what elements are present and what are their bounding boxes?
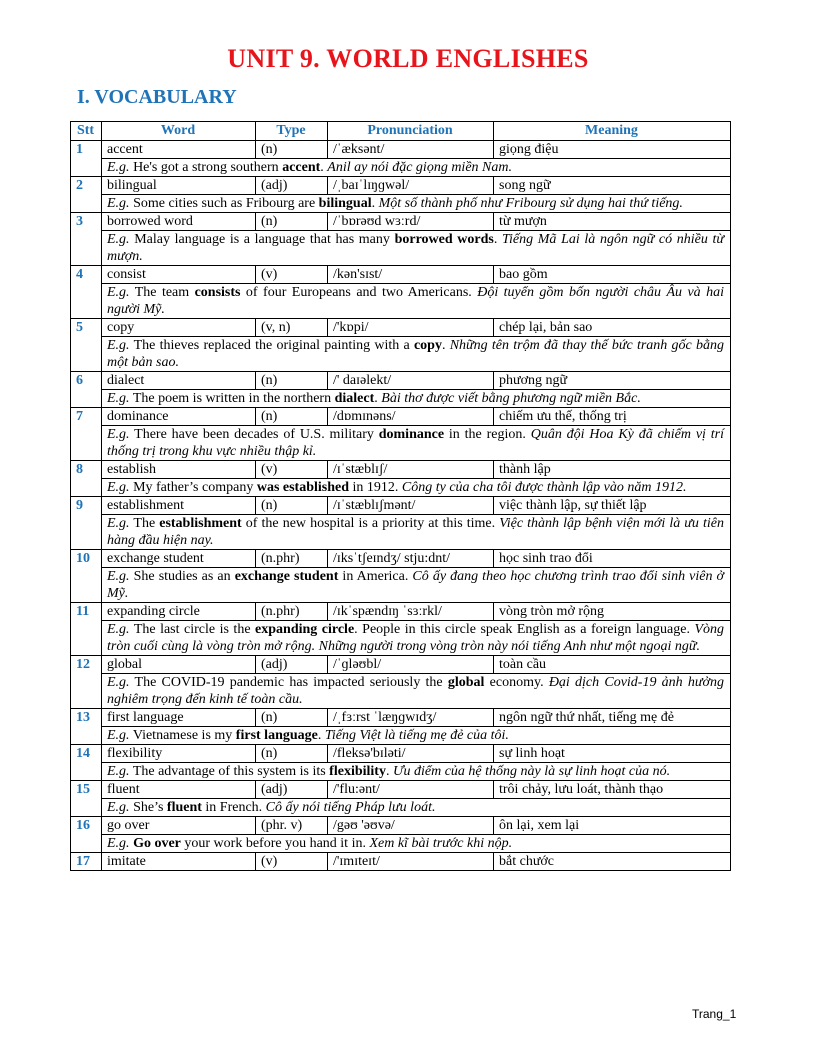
example-sentence (102, 337, 731, 372)
word-cell: dialect (102, 372, 256, 390)
meaning-cell: ôn lại, xem lại (494, 817, 731, 835)
example-text: Some cities such as Fribourg are (133, 196, 319, 211)
pronunciation-cell: /kən'sɪst/ (328, 266, 494, 284)
example-label: E.g. (107, 160, 130, 175)
table-row (71, 213, 731, 231)
example-keyword: dialect (334, 391, 375, 406)
word-cell: accent (102, 141, 256, 159)
example-row (71, 763, 731, 781)
type-cell: (n) (256, 709, 328, 727)
example-keyword: global (447, 675, 485, 690)
example-text: My father’s company (133, 480, 257, 495)
example-text: There have been decades of U.S. military (134, 427, 379, 442)
example-keyword: Go over (133, 836, 181, 851)
row-number: 9 (71, 497, 102, 550)
example-translation: Đội tuyển gồm bốn người châu Âu và hai người Mỹ. (107, 285, 724, 317)
example-label: E.g. (107, 232, 130, 247)
table-row (71, 461, 731, 479)
example-translation: Bài thơ được viết bằng phương ngữ miền Bắc. (381, 391, 641, 406)
type-cell: (n) (256, 213, 328, 231)
word-cell: go over (102, 817, 256, 835)
example-translation: Tiếng Việt là tiếng mẹ đẻ của tôi. (324, 728, 509, 743)
example-keyword: flexibility (329, 764, 386, 779)
example-label: E.g. (107, 480, 130, 495)
example-sentence (102, 621, 731, 656)
example-row (71, 390, 731, 408)
example-text-end: . (493, 232, 498, 247)
example-text-end: in America. (338, 569, 409, 584)
header-stt: Stt (71, 122, 102, 141)
type-cell: (phr. v) (256, 817, 328, 835)
type-cell: (v) (256, 461, 328, 479)
table-row (71, 177, 731, 195)
meaning-cell: bắt chước (494, 853, 731, 871)
meaning-cell: vòng tròn mở rộng (494, 603, 731, 621)
example-label: E.g. (107, 728, 130, 743)
example-label: E.g. (107, 800, 130, 815)
example-translation: Vòng tròn cuối cùng là vòng tròn mở rộng. Những người trong vòng tròn này nói tiếng Anh như một ngoại ngữ. (107, 622, 725, 654)
header-pronunciation: Pronunciation (328, 122, 494, 141)
type-cell: (n) (256, 497, 328, 515)
table-row (71, 745, 731, 763)
example-row (71, 337, 731, 372)
example-sentence (102, 479, 731, 497)
word-cell: fluent (102, 781, 256, 799)
example-row (71, 799, 731, 817)
example-text-end: in 1912. (349, 480, 399, 495)
example-text: The poem is written in the northern (132, 391, 335, 406)
row-number: 7 (71, 408, 102, 461)
example-translation: Một số thành phố như Fribourg sử dụng hai thứ tiếng. (378, 196, 683, 211)
word-cell: consist (102, 266, 256, 284)
example-label: E.g. (107, 675, 130, 690)
example-translation: Quân đội Hoa Kỳ đã chiếm vị trí thống trị trong khu vực nhiều thập kỉ. (107, 427, 725, 459)
example-keyword: exchange student (234, 569, 339, 584)
word-cell: expanding circle (102, 603, 256, 621)
table-row (71, 656, 731, 674)
example-text-end: . (441, 338, 446, 353)
table-row (71, 817, 731, 835)
header-type: Type (256, 122, 328, 141)
table-row (71, 781, 731, 799)
example-text-end: . (385, 764, 390, 779)
example-label: E.g. (107, 196, 130, 211)
example-translation: Xem kĩ bài trước khi nộp. (369, 836, 513, 851)
example-label: E.g. (107, 516, 130, 531)
vocabulary-table (70, 121, 731, 871)
example-row (71, 515, 731, 550)
row-number: 8 (71, 461, 102, 497)
pronunciation-cell: /ˈæksənt/ (328, 141, 494, 159)
row-number: 10 (71, 550, 102, 603)
example-row (71, 231, 731, 266)
table-row (71, 497, 731, 515)
example-keyword: establishment (159, 516, 242, 531)
example-row (71, 568, 731, 603)
example-sentence (102, 727, 731, 745)
meaning-cell: từ mượn (494, 213, 731, 231)
table-header-row (71, 122, 731, 141)
row-number: 3 (71, 213, 102, 266)
example-text: The COVID-19 pandemic has impacted seriously the (134, 675, 448, 690)
pronunciation-cell: /ˈɡləʊbl/ (328, 656, 494, 674)
example-translation: Những tên trộm đã thay thế bức tranh gốc bằng một bản sao. (107, 338, 725, 370)
example-label: E.g. (107, 391, 130, 406)
table-row (71, 709, 731, 727)
header-meaning: Meaning (494, 122, 731, 141)
row-number: 12 (71, 656, 102, 709)
table-row (71, 853, 731, 871)
pronunciation-cell: /ˈbɒrəʊd wɜːrd/ (328, 213, 494, 231)
example-row (71, 284, 731, 319)
table-row (71, 141, 731, 159)
example-text-end: of four Europeans and two Americans. (240, 285, 472, 300)
example-text: She’s (133, 800, 167, 815)
example-sentence (102, 799, 731, 817)
example-translation: Công ty của cha tôi được thành lập vào năm 1912. (401, 480, 687, 495)
example-sentence (102, 390, 731, 408)
example-translation: Cô ấy đang theo học chương trình trao đổi sinh viên ở Mỹ. (107, 569, 725, 601)
row-number: 17 (71, 853, 102, 871)
example-label: E.g. (107, 622, 130, 637)
example-sentence (102, 835, 731, 853)
row-number: 5 (71, 319, 102, 372)
example-label: E.g. (107, 764, 130, 779)
example-sentence (102, 284, 731, 319)
meaning-cell: việc thành lập, sự thiết lập (494, 497, 731, 515)
example-sentence (102, 159, 731, 177)
type-cell: (adj) (256, 781, 328, 799)
example-text: The (133, 516, 160, 531)
unit-title: UNIT 9. WORLD ENGLISHES (227, 44, 589, 73)
example-text-end: in French. (201, 800, 263, 815)
example-sentence (102, 515, 731, 550)
meaning-cell: ngôn ngữ thứ nhất, tiếng mẹ đẻ (494, 709, 731, 727)
pronunciation-cell: /gəʊ 'əʊvə/ (328, 817, 494, 835)
example-row (71, 621, 731, 656)
example-sentence (102, 195, 731, 213)
example-text: The thieves replaced the original painting with a (133, 338, 414, 353)
pronunciation-cell: /ɪˈstæblɪʃ/ (328, 461, 494, 479)
table-row (71, 266, 731, 284)
type-cell: (v) (256, 266, 328, 284)
type-cell: (n) (256, 408, 328, 426)
example-label: E.g. (107, 569, 130, 584)
example-text-end: of the new hospital is a priority at this time. (241, 516, 496, 531)
example-text-end: . (320, 160, 324, 175)
word-cell: establish (102, 461, 256, 479)
pronunciation-cell: /fleksə'bɪləti/ (328, 745, 494, 763)
row-number: 2 (71, 177, 102, 213)
table-row (71, 408, 731, 426)
type-cell: (n.phr) (256, 603, 328, 621)
meaning-cell: toàn cầu (494, 656, 731, 674)
example-keyword: fluent (166, 800, 202, 815)
meaning-cell: học sinh trao đổi (494, 550, 731, 568)
example-row (71, 674, 731, 709)
section-heading: I. VOCABULARY (77, 86, 237, 108)
row-number: 6 (71, 372, 102, 408)
row-number: 16 (71, 817, 102, 853)
type-cell: (adj) (256, 177, 328, 195)
type-cell: (adj) (256, 656, 328, 674)
pronunciation-cell: /ɪksˈtʃeɪndʒ/ stju:dnt/ (328, 550, 494, 568)
example-label: E.g. (107, 285, 130, 300)
example-row (71, 195, 731, 213)
meaning-cell: chiếm ưu thế, thống trị (494, 408, 731, 426)
row-number: 1 (71, 141, 102, 177)
table-row (71, 603, 731, 621)
example-row (71, 835, 731, 853)
type-cell: (v) (256, 853, 328, 871)
meaning-cell: giọng điệu (494, 141, 731, 159)
example-text: The advantage of this system is its (132, 764, 330, 779)
example-text-end: . People in this circle speak English as a foreign language. (354, 622, 690, 637)
example-text: Vietnamese is my (132, 728, 236, 743)
example-translation: Việc thành lập bệnh viện mới là ưu tiên hàng đầu hiện nay. (107, 516, 724, 548)
example-sentence (102, 231, 731, 266)
meaning-cell: phương ngữ (494, 372, 731, 390)
example-translation: Cô ấy nói tiếng Pháp lưu loát. (265, 800, 436, 815)
example-keyword: consists (194, 285, 241, 300)
row-number: 15 (71, 781, 102, 817)
row-number: 11 (71, 603, 102, 656)
type-cell: (n) (256, 745, 328, 763)
pronunciation-cell: /'kɒpi/ (328, 319, 494, 337)
example-label: E.g. (107, 338, 130, 353)
example-row (71, 159, 731, 177)
word-cell: copy (102, 319, 256, 337)
table-row (71, 372, 731, 390)
pronunciation-cell: /ˌbaɪˈlɪŋɡwəl/ (328, 177, 494, 195)
example-keyword: was established (256, 480, 350, 495)
example-sentence (102, 763, 731, 781)
pronunciation-cell: /'flu:ənt/ (328, 781, 494, 799)
example-text-end: . (317, 728, 322, 743)
example-keyword: first language (235, 728, 318, 743)
example-label: E.g. (107, 836, 130, 851)
meaning-cell: bao gồm (494, 266, 731, 284)
type-cell: (n.phr) (256, 550, 328, 568)
pronunciation-cell: /' daɪəlekt/ (328, 372, 494, 390)
example-sentence (102, 674, 731, 709)
vocabulary-body (71, 141, 731, 871)
word-cell: imitate (102, 853, 256, 871)
example-sentence (102, 426, 731, 461)
example-text-end: . (371, 196, 376, 211)
example-translation: Ưu điểm của hệ thống này là sự linh hoạt của nó. (392, 764, 671, 779)
example-row (71, 727, 731, 745)
row-number: 4 (71, 266, 102, 319)
word-cell: establishment (102, 497, 256, 515)
meaning-cell: sự linh hoạt (494, 745, 731, 763)
example-text-end: economy. (484, 675, 544, 690)
pronunciation-cell: /'ɪmɪteɪt/ (328, 853, 494, 871)
type-cell: (n) (256, 372, 328, 390)
example-text: The last circle is the (133, 622, 256, 637)
type-cell: (n) (256, 141, 328, 159)
word-cell: flexibility (102, 745, 256, 763)
example-translation: Anil ay nói đặc giọng miền Nam. (327, 160, 512, 175)
meaning-cell: chép lại, bản sao (494, 319, 731, 337)
page-number: Trang_1 (692, 1007, 737, 1021)
word-cell: borrowed word (102, 213, 256, 231)
example-keyword: borrowed words (394, 232, 494, 247)
example-translation: Đại dịch Covid-19 ảnh hưởng nghiêm trọng đến kinh tế toàn cầu. (107, 675, 724, 707)
table-row (71, 319, 731, 337)
word-cell: dominance (102, 408, 256, 426)
example-text: He's got a strong southern (133, 160, 283, 175)
pronunciation-cell: /ˌfɜːrst ˈlæŋɡwɪdʒ/ (328, 709, 494, 727)
example-keyword: accent (282, 160, 321, 175)
example-text: The team (134, 285, 195, 300)
example-translation: Tiếng Mã Lai là ngôn ngữ có nhiều từ mượn. (107, 232, 725, 264)
row-number: 13 (71, 709, 102, 745)
example-text-end: in the region. (444, 427, 526, 442)
example-label: E.g. (107, 427, 130, 442)
word-cell: first language (102, 709, 256, 727)
word-cell: exchange student (102, 550, 256, 568)
example-text-end: your work before you hand it in. (180, 836, 366, 851)
example-text: She studies as an (133, 569, 235, 584)
example-keyword: copy (413, 338, 442, 353)
example-text-end: . (374, 391, 378, 406)
meaning-cell: trôi chảy, lưu loát, thành thạo (494, 781, 731, 799)
meaning-cell: song ngữ (494, 177, 731, 195)
word-cell: bilingual (102, 177, 256, 195)
header-word: Word (102, 122, 256, 141)
pronunciation-cell: /ɪkˈspændɪŋ ˈsɜːrkl/ (328, 603, 494, 621)
row-number: 14 (71, 745, 102, 781)
pronunciation-cell: /dɒmɪnəns/ (328, 408, 494, 426)
example-sentence (102, 568, 731, 603)
type-cell: (v, n) (256, 319, 328, 337)
word-cell: global (102, 656, 256, 674)
example-keyword: expanding circle (255, 622, 355, 637)
example-text: Malay language is a language that has many (134, 232, 395, 247)
example-row (71, 479, 731, 497)
example-keyword: bilingual (318, 196, 372, 211)
table-row (71, 550, 731, 568)
pronunciation-cell: /ɪˈstæblɪʃmənt/ (328, 497, 494, 515)
example-row (71, 426, 731, 461)
example-keyword: dominance (378, 427, 445, 442)
meaning-cell: thành lập (494, 461, 731, 479)
